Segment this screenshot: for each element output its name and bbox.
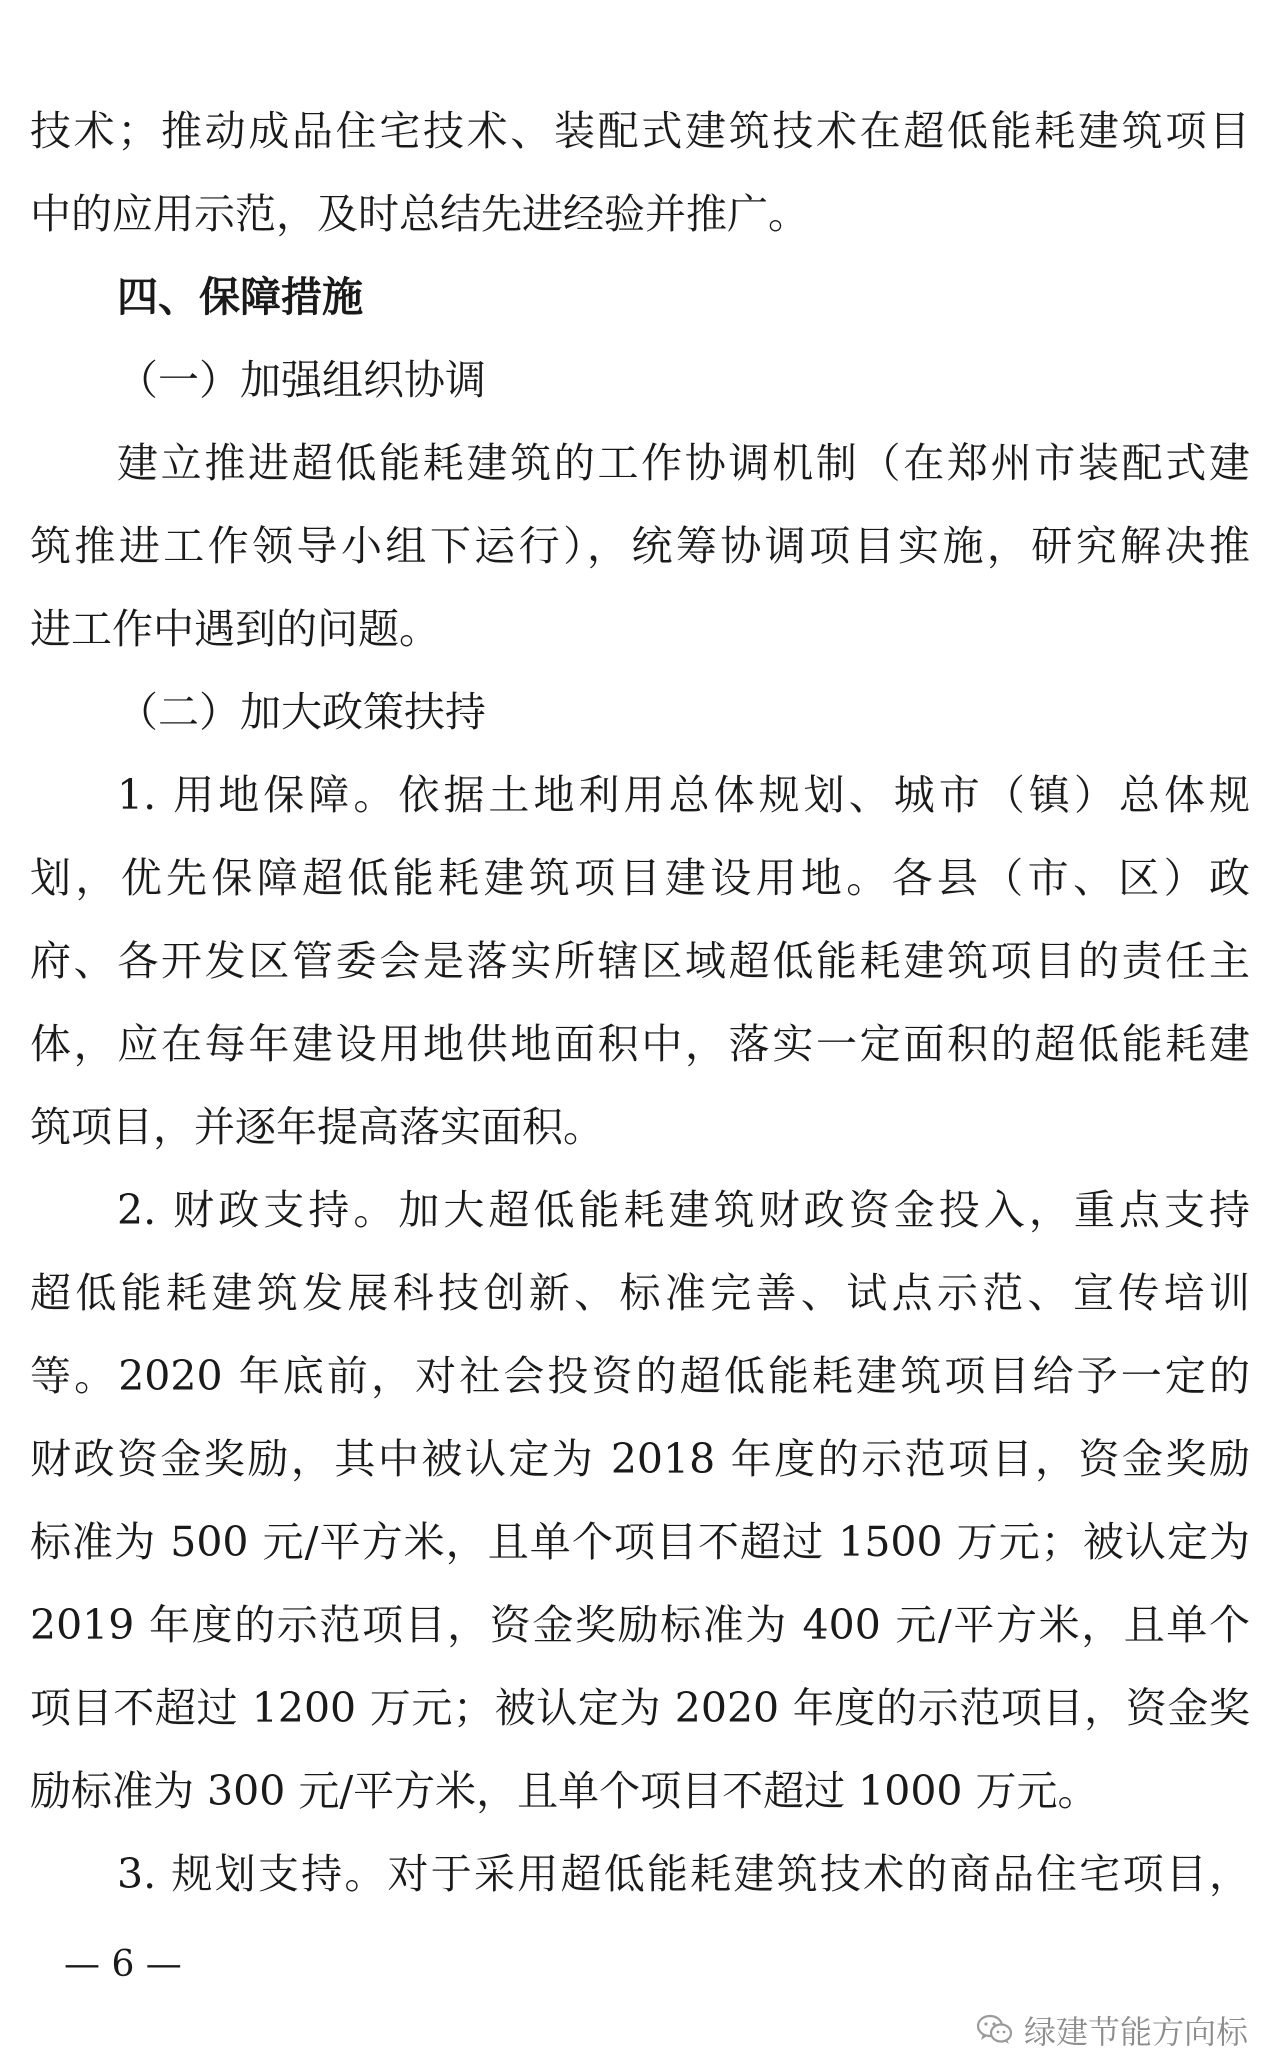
body-text-line: 等。2020 年底前，对社会投资的超低能耗建筑项目给予一定的 bbox=[30, 1352, 1250, 1400]
body-text-line: 超低能耗建筑发展科技创新、标准完善、试点示范、宣传培训 bbox=[30, 1269, 1250, 1317]
subsection-heading: （一）加强组织协调 bbox=[117, 356, 486, 404]
body-text-line: 体，应在每年建设用地供地面积中，落实一定面积的超低能耗建 bbox=[30, 1020, 1250, 1068]
body-text-line: 技术；推动成品住宅技术、装配式建筑技术在超低能耗建筑项目 bbox=[30, 107, 1250, 155]
wechat-icon bbox=[976, 2014, 1014, 2046]
body-text-line: 2019 年度的示范项目，资金奖励标准为 400 元/平方米，且单个 bbox=[30, 1601, 1250, 1649]
body-text-line: 项目不超过 1200 万元；被认定为 2020 年度的示范项目，资金奖 bbox=[30, 1684, 1250, 1732]
body-text-line: 3. 规划支持。对于采用超低能耗建筑技术的商品住宅项目， bbox=[117, 1850, 1250, 1898]
body-text-line: 筑推进工作领导小组下运行），统筹协调项目实施，研究解决推 bbox=[30, 522, 1250, 570]
watermark-text: 绿建节能方向标 bbox=[1023, 2013, 1248, 2051]
body-text-line: 中的应用示范，及时总结先进经验并推广。 bbox=[30, 190, 809, 238]
page-number: — 6 — bbox=[64, 1944, 182, 1985]
body-text-line: 划，优先保障超低能耗建筑项目建设用地。各县（市、区）政 bbox=[30, 854, 1250, 902]
body-text-line: 建立推进超低能耗建筑的工作协调机制（在郑州市装配式建 bbox=[117, 439, 1250, 487]
section-heading: 四、保障措施 bbox=[117, 273, 363, 321]
body-text-line: 筑项目，并逐年提高落实面积。 bbox=[30, 1103, 604, 1151]
body-text-line: 1. 用地保障。依据土地利用总体规划、城市（镇）总体规 bbox=[117, 771, 1250, 819]
subsection-heading: （二）加大政策扶持 bbox=[117, 688, 486, 736]
body-text-line: 府、各开发区管委会是落实所辖区域超低能耗建筑项目的责任主 bbox=[30, 937, 1250, 985]
body-text-line: 励标准为 300 元/平方米，且单个项目不超过 1000 万元。 bbox=[30, 1767, 1099, 1815]
watermark bbox=[976, 2008, 1248, 2052]
body-text-line: 2. 财政支持。加大超低能耗建筑财政资金投入，重点支持 bbox=[117, 1186, 1250, 1234]
body-text-line: 财政资金奖励，其中被认定为 2018 年度的示范项目，资金奖励 bbox=[30, 1435, 1250, 1483]
body-text-line: 进工作中遇到的问题。 bbox=[30, 605, 440, 653]
body-text-line: 标准为 500 元/平方米，且单个项目不超过 1500 万元；被认定为 bbox=[30, 1518, 1250, 1566]
